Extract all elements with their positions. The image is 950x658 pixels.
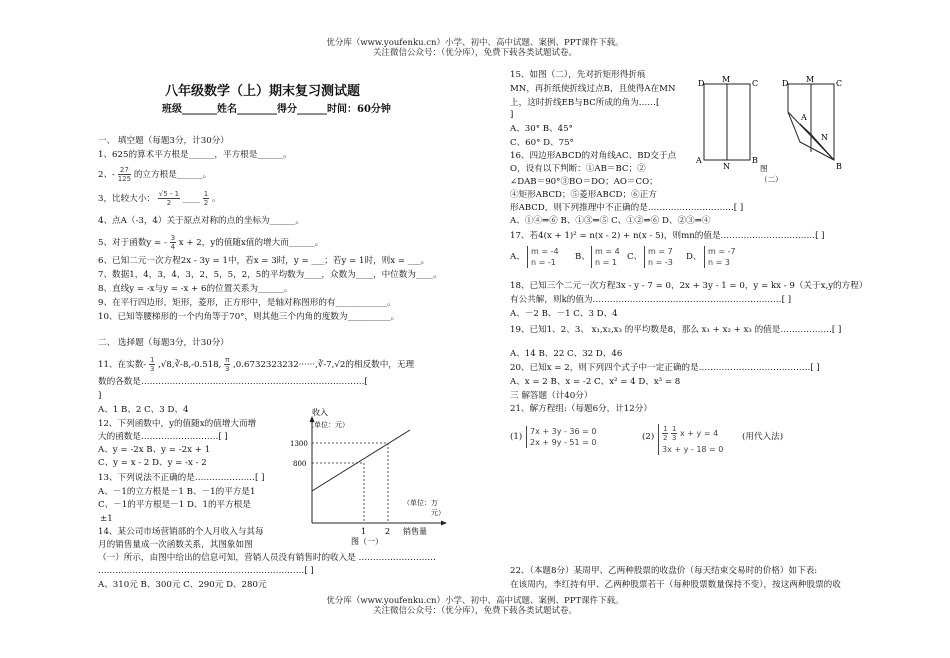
question-12-options-ab: A、y = -2x B、y = -2x + 1 — [98, 445, 211, 455]
question-17: 17、若4(x + 1)² = n(x - 2) + n(x - 5)，则mn的值是……………………………[ ] — [510, 231, 825, 241]
q11-fraction-2 — [224, 356, 230, 373]
q21-2-eq1-row — [662, 424, 723, 444]
q3-f1-denominator: 2 — [166, 199, 172, 207]
question-16-line-4: ④矩形ABCD；⑤菱形ABCD；⑥正方 — [510, 190, 657, 200]
graph-x-unit-1: （单位：万 — [403, 499, 438, 507]
question-21-part-2-label: (2) — [642, 432, 655, 442]
exam-title: 八年级数学（上）期末复习测试题 — [165, 84, 361, 99]
section-2-heading: 二、 选择题（每题3分，计30分） — [98, 338, 229, 348]
graph-tick-x2: 2 — [385, 527, 391, 536]
q3-fraction-1 — [158, 190, 180, 207]
q17-c-m: m = 7 — [648, 247, 673, 256]
graph-x-label: 销售量 — [403, 527, 427, 536]
question-4: 4、点A（-3，4）关于原点对称的点的坐标为______。 — [98, 216, 304, 226]
header-line-1: 优分库（www.youfenku.cn）小学、初中、高中试题、案例、PPT课件下载。 — [326, 38, 624, 48]
question-13: 13、下列说法不正确的是…………………[ ] — [98, 473, 265, 483]
fig2-label-C2: C — [836, 79, 843, 88]
q21-2-f2d: 3 — [672, 434, 677, 442]
question-14-options: A、310元 B、300元 C、290元 D、280元 — [98, 580, 267, 590]
question-16-line-1: 16、四边形ABCD的对角线AC、BD交于点 — [510, 151, 677, 161]
question-11 — [98, 356, 414, 373]
q21-2-f1n: 1 — [663, 425, 668, 433]
header-line-2: 关注微信公众号：（优分库），免费下载各类试题试卷。 — [372, 48, 577, 58]
fig2-label-A: A — [696, 156, 702, 165]
fig2-label-D2: D — [782, 79, 789, 88]
q21-2-eq1: x + y = 4 — [680, 429, 719, 438]
q11-f2-numerator: π — [225, 356, 230, 364]
question-16-line-5: 形ABCD，则下列推理中不正确的是…………………………[ ] — [510, 203, 744, 213]
fig2-label-N2: N — [821, 133, 828, 142]
q11-f2-denominator: 3 — [225, 365, 230, 373]
q5-prefix: 5、对于函数y = - — [98, 238, 167, 248]
q17-d-m: m = -7 — [708, 247, 736, 256]
question-16-line-2: O，设有以下判断：①AB＝BC；② — [510, 164, 646, 174]
question-19-options: A、14 B、22 C、32 D、46 — [510, 349, 623, 359]
question-3 — [98, 190, 221, 207]
graph-income-line — [312, 430, 410, 491]
question-21-system-1 — [526, 426, 596, 448]
question-14-line-4: ………………………………………………………………[ ] — [98, 566, 314, 576]
question-22-line-1: 22、（本题8分）某周甲、乙两种股票的收盘价（每天结束交易时的价格）如下表: — [510, 566, 818, 576]
q17-d-n: n = 3 — [708, 258, 730, 267]
q2-numerator: 27 — [118, 166, 131, 175]
q2-denominator: 125 — [117, 175, 132, 183]
question-15-line-3: 上，这时折线EB与BC所成的角为……[ — [510, 98, 660, 108]
question-21-part-1-label: (1) — [510, 432, 523, 442]
q17-c-n: n = -3 — [648, 258, 673, 267]
question-15-line-4: ] — [510, 110, 514, 120]
question-8: 8、直线y = -x与y = -x + 6的位置关系为______。 — [98, 284, 293, 294]
question-17-option-a-label: A、 — [510, 252, 525, 262]
question-17-option-c — [644, 246, 673, 268]
question-17-option-d — [704, 246, 736, 268]
income-sales-graph — [285, 405, 460, 545]
q21-2-f2n: 1 — [672, 425, 677, 433]
q5-fraction — [170, 234, 176, 251]
question-18-options: A、－2 B、－1 C、3 D、4 — [510, 309, 618, 319]
question-21-method-note: (用代入法) — [742, 432, 784, 442]
question-21-system-2 — [658, 424, 723, 455]
question-12-line-1: 12、下列函数中，y的值随x的值增大而增 — [98, 419, 257, 429]
graph-x-arrow — [441, 521, 447, 526]
q11-fraction-1 — [149, 356, 155, 373]
question-15-options-ab: A、30° B、45° — [510, 124, 573, 134]
q3-suffix: 。 — [211, 194, 221, 204]
graph-y-label: 收入 — [312, 408, 328, 417]
q3-fraction-2 — [203, 190, 209, 207]
q21-1-eq2: 2x + 9y - 51 = 0 — [530, 438, 597, 447]
q3-blank: ____ — [182, 194, 201, 204]
q3-f1-numerator: √5 - 1 — [158, 190, 180, 198]
q17-b-n: n = 1 — [595, 258, 617, 267]
q11-part-b: ,√8,∛-8,-0.518, — [158, 360, 222, 370]
question-13-plus-minus: ±1 — [100, 514, 113, 524]
question-13-option-cd: C、－1的平方根是－1 D、1的平方根是 — [98, 500, 251, 510]
question-21: 21、解方程组:（每题6分，计12分） — [510, 404, 652, 414]
fig2-shaded-triangle — [800, 124, 834, 160]
fig2-label-B: B — [752, 156, 758, 165]
question-7: 7、数据1，4，3，4，3，2，5，5，2，5的平均数为____，众数为____，中位数为____。 — [98, 270, 442, 280]
question-19: 19、已知1、2、3、 x₁,x₂,x₃ 的平均数是8，那么 x₁ + x₂ + x₃ 的值是………………[ ] — [510, 325, 842, 335]
fig2-label-M2: M — [806, 75, 815, 84]
question-13-option-ab: A、－1的立方根是－1 B、－1的平方是1 — [98, 487, 256, 497]
question-2 — [98, 166, 211, 183]
q17-b-m: m = 4 — [595, 247, 620, 256]
question-17-option-b-label: B、 — [575, 252, 590, 262]
question-15-options-cd: C、60° D、75° — [510, 138, 574, 148]
question-22-line-2: 在该周内，李红持有甲、乙两种股票若干（每种股票数量保持不变），按这两种股票的收 — [510, 580, 841, 590]
q11-f1-denominator: 3 — [149, 365, 155, 373]
q21-2-frac-1 — [662, 425, 668, 442]
question-11-line-3: ] — [98, 391, 102, 401]
fig2-label-B2: B — [836, 162, 842, 171]
graph-x-unit-2: 元） — [431, 509, 445, 517]
question-20: 20、已知x = 2，则下列四个式子中一定正确的是…………………………………[ ] — [510, 363, 820, 373]
q3-f2-denominator: 2 — [203, 199, 209, 207]
graph-tick-800: 800 — [293, 460, 307, 468]
q21-2-eq2: 3x + y - 18 = 0 — [662, 445, 724, 454]
question-5 — [98, 234, 323, 251]
graph-tick-1300: 1300 — [290, 440, 308, 448]
question-10: 10、已知等腰梯形的一个内角等于70°，则其他三个内角的度数为__________。 — [98, 312, 400, 322]
section-3-heading: 三 解答题（计40分） — [510, 391, 593, 401]
footer-line-1: 优分库（www.youfenku.cn）小学、初中、高中试题、案例、PPT课件下载。 — [326, 596, 624, 606]
q11-part-a: 11、在实数- — [98, 360, 147, 370]
graph-tick-x1: 1 — [361, 527, 367, 536]
fig2-caption-2: （二） — [760, 175, 783, 184]
fig2-label-N: N — [723, 162, 730, 171]
q2-prefix: 2、- — [98, 170, 115, 180]
question-18-line-2: 有公共解，则k的值为…………………………………………………………[ ] — [510, 295, 792, 305]
question-17-option-c-label: C、 — [627, 252, 643, 262]
fig2-label-C: C — [752, 79, 759, 88]
q3-f2-numerator: 1 — [203, 190, 209, 198]
exam-info: 班级_______姓名________得分______时间：60分钟 — [162, 104, 391, 115]
folding-rectangle-figure — [690, 72, 860, 187]
question-17-option-d-label: D、 — [686, 252, 702, 262]
q5-suffix: x + 2，y的值随x值的增大而______。 — [178, 238, 324, 248]
q2-suffix: 的立方根是______。 — [133, 170, 212, 180]
q11-f1-numerator: 1 — [149, 356, 155, 364]
q21-2-frac-2 — [671, 425, 677, 442]
question-9: 9、在平行四边形，矩形，菱形，正方形中，是轴对称图形的有____________。 — [98, 298, 396, 308]
q21-2-f1d: 2 — [663, 434, 668, 442]
question-14-line-1: 14、某公司市场营销部的个人月收入与其每 — [98, 527, 264, 537]
question-14-line-2: 月的销售量成一次函数关系，其图象如图 — [98, 540, 253, 550]
footer-line-2: 关注微信公众号：（优分库），免费下载各类试题试卷。 — [372, 606, 577, 616]
question-11-options: A、1 B、2 C、3 D、4 — [98, 405, 189, 415]
section-1-heading: 一、 填空题（每题3分，计30分） — [98, 136, 229, 146]
question-11-line-2: 数的各数是……………………………………………………………………[ — [98, 377, 368, 387]
question-14-line-3: （一）所示，由图中给出的信息可知，营销人员没有销售时的收入是 ……………………… — [98, 553, 436, 563]
q5-denominator: 4 — [170, 243, 176, 251]
question-1: 1、625的算术平方根是______，平方根是______。 — [98, 150, 292, 160]
q11-part-c: ,0.6732323232······,∛-7,√2的相反数中，无理 — [233, 360, 415, 370]
fig2-label-A2: A — [801, 113, 807, 122]
fig2-caption-1: 图 — [760, 164, 768, 173]
question-16-line-3: ∠DAB＝90°③BO＝DO；AO＝CO； — [510, 177, 658, 187]
question-6: 6、已知二元一次方程2x - 3y = 1中，若x = 3时，y = ___；若y = 1时，则x = ___。 — [98, 256, 430, 266]
question-12-line-2: 大的函数是………………………[ ] — [98, 432, 228, 442]
q17-a-n: n = -1 — [531, 258, 556, 267]
fig2-label-M: M — [722, 75, 731, 84]
q5-numerator: 3 — [170, 234, 176, 242]
question-17-option-b — [591, 246, 620, 268]
question-15-line-2: MN，再折纸使折线过点B，且使得A在MN — [510, 84, 676, 94]
fig2-label-D: D — [698, 79, 705, 88]
question-12-options-cd: C、y = x - 2 D、y = -x - 2 — [98, 458, 207, 468]
question-15-line-1: 15、如图（二），先对折矩形得折痕 — [510, 70, 646, 80]
q2-fraction — [118, 166, 131, 183]
question-18-line-1: 18、已知三个二元一次方程3x - y - 7 = 0，2x + 3y - 1 = 0，y = kx - 9（关于x,y的方程） — [510, 281, 868, 291]
q21-1-eq1: 7x + 3y - 36 = 0 — [530, 427, 597, 436]
q3-prefix: 3，比较大小： — [98, 194, 156, 204]
graph-caption: 图（一） — [351, 537, 383, 545]
question-16-options: A、①④⇒⑥ B、①③⇒⑤ C、①②⇒⑥ D、②③⇒④ — [510, 216, 711, 226]
q17-a-m: m = -4 — [531, 247, 559, 256]
question-20-options: A、x = 2 B、x = -2 C、x² = 4 D、x³ = 8 — [510, 377, 681, 387]
graph-y-unit: （单位：元） — [307, 421, 349, 429]
question-17-option-a — [527, 246, 559, 268]
